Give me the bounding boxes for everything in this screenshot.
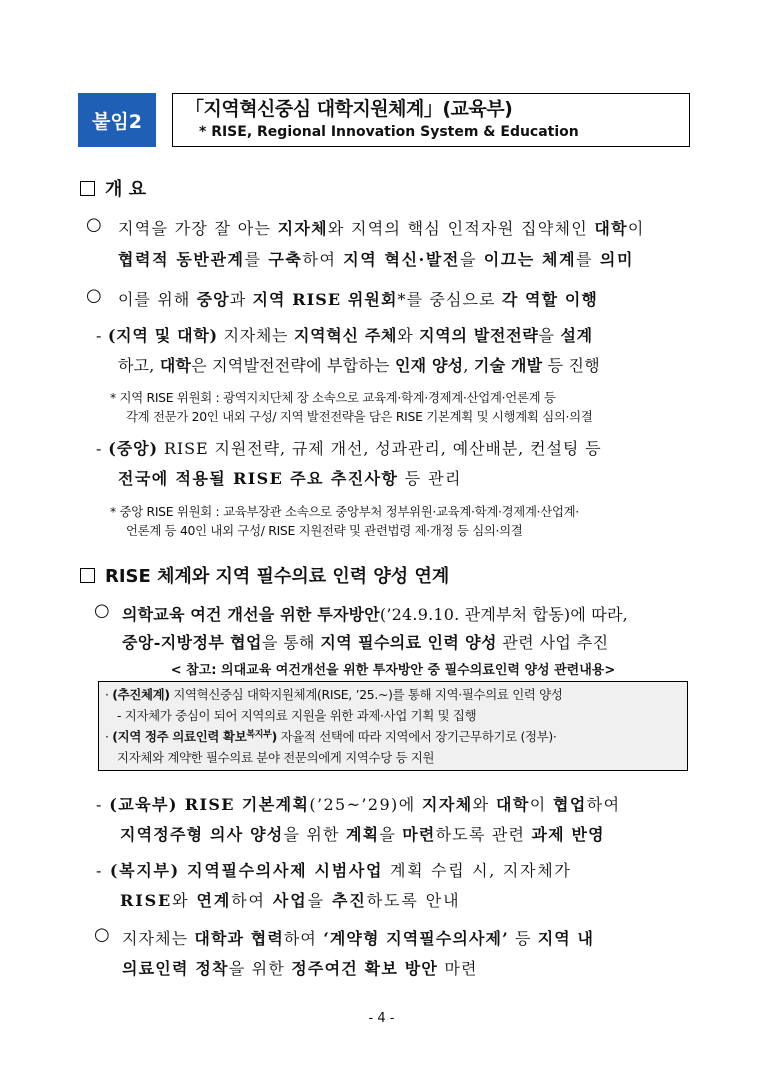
attachment-badge: 붙임2	[78, 93, 156, 147]
reference-line: 지자체와 계약한 필수의료 분야 전문의에게 지역수당 등 지원	[117, 750, 435, 765]
text-line: 전국에 적용될 RISE 주요 추진사항 등 관리	[118, 469, 462, 488]
title-box	[172, 93, 690, 147]
text-line: 중앙-지방정부 협업을 통해 지역 필수의료 인력 양성 관련 사업 추진	[122, 633, 609, 652]
text-line: RISE와 연계하여 사업을 추진하도록 안내	[120, 891, 461, 910]
reference-line: · (지역 정주 의료인력 확보$^{복지부}$) 자율적 선택에 따라 지역에서 장기근무하기로 (정부)·	[105, 729, 557, 744]
text-line: - (복지부) 지역필수의사제 시범사업 계획 수립 시, 지자체가	[96, 861, 572, 880]
page-number: - 4 -	[368, 1011, 395, 1026]
page-title: 「지역혁신중심 대학지원체계」(교육부)	[185, 98, 513, 120]
text-line: - (지역 및 대학) 지자체는 지역혁신 주체와 지역의 발전전략을 설계	[96, 326, 593, 345]
text-line: 하고, 대학은 지역발전전략에 부합하는 인재 양성, 기술 개발 등 진행	[118, 356, 600, 375]
text-line: 지자체는 대학과 협력하여 ‘계약형 지역필수의사제’ 등 지역 내	[122, 929, 595, 948]
circle-bullet-icon: ○	[94, 924, 110, 945]
reference-line: · (추진체계) 지역혁신중심 대학지원체계(RISE, ’25.~)를 통해 지역·필수의료 인력 양성	[105, 687, 563, 702]
section-heading-rise: RISE 체계와 지역 필수의료 인력 양성 연계	[80, 562, 449, 588]
text-line: 의료인력 정착을 위한 정주여건 확보 방안 마련	[122, 959, 478, 978]
text-line: 지역을 가장 잘 아는 지자체와 지역의 핵심 인적자원 집약체인 대학이	[118, 219, 645, 238]
reference-title: < 참고: 의대교육 여건개선을 위한 투자방안 중 필수의료인력 양성 관련내용>	[170, 663, 616, 678]
page-subtitle: * RISE, Regional Innovation System & Education	[199, 124, 579, 140]
footnote-line: 언론계 등 40인 내외 구성/ RISE 지원전략 및 관련법령 제·개정 등 심의·의결	[126, 523, 523, 538]
text-line: - (중앙) RISE 지원전략, 규제 개선, 성과관리, 예산배분, 컨설팅 등	[96, 439, 602, 458]
text-line: 의학교육 여건 개선을 위한 투자방안(’24.9.10. 관계부처 합동)에 따라,	[122, 605, 628, 624]
footnote-line: 각계 전문가 20인 내외 구성/ 지역 발전전략을 담은 RISE 기본계획 및 시행계획 심의·의결	[126, 409, 593, 424]
circle-bullet-icon: ○	[94, 600, 110, 621]
reference-line: - 지자체가 중심이 되어 지역의료 지원을 위한 과제·사업 기획 및 집행	[117, 708, 477, 723]
checkbox-square-icon	[80, 568, 95, 583]
text-line: 지역정주형 의사 양성을 위한 계획을 마련하도록 관련 과제 반영	[120, 825, 605, 844]
footnote-line: * 지역 RISE 위원회 : 광역지치단체 장 소속으로 교육계·학계·경제계·산업계·언론계 등	[110, 390, 556, 405]
section-heading-overview: 개 요	[80, 175, 146, 201]
checkbox-square-icon	[80, 181, 95, 196]
text-line: 협력적 동반관계를 구축하여 지역 혁신·발전을 이끄는 체계를 의미	[118, 250, 635, 269]
text-line: - (교육부) RISE 기본계획(’25~’29)에 지자체와 대학이 협업하여	[96, 795, 621, 814]
text-line: 이를 위해 중앙과 지역 RISE 위원회*를 중심으로 각 역할 이행	[118, 290, 598, 309]
circle-bullet-icon: ○	[86, 285, 102, 306]
circle-bullet-icon: ○	[86, 214, 102, 235]
reference-box	[98, 681, 688, 771]
footnote-line: * 중앙 RISE 위원회 : 교육부장관 소속으로 중앙부처 정부위원·교육계·학계·경제계·산업계·	[110, 504, 579, 519]
